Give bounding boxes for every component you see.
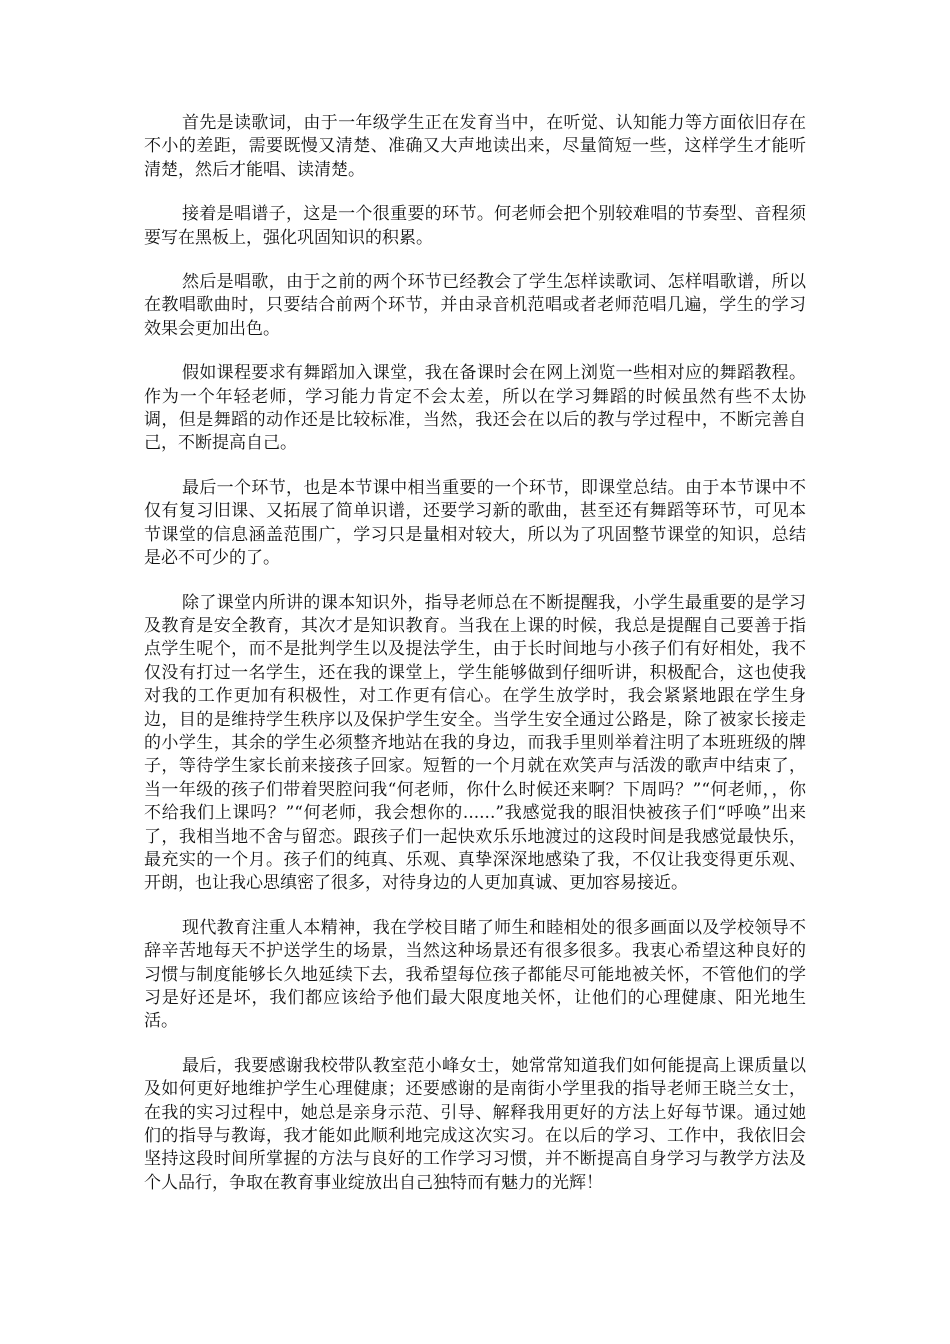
- document-body: [144, 112, 806, 1216]
- paragraph: 然后是唱歌，由于之前的两个环节已经教会了学生怎样读歌词、怎样唱歌谱，所以在教唱歌曲时，只要结合前两个环节，并由录音机范唱或者老师范唱几遍，学生的学习效果会更加出色。: [144, 272, 806, 339]
- paragraph: 现代教育注重人本精神，我在学校目睹了师生和睦相处的很多画面以及学校领导不辞辛苦地每天不护送学生的场景，当然这种场景还有很多很多。我衷心希望这种良好的习惯与制度能够长久地延续下去，我希望每位孩子都能尽可能地被关怀，不管他们的学习是好还是坏，我们都应该给予他们最大限度地关怀，让他们的心理健康、阳光地生活。: [144, 917, 806, 1032]
- paragraph: 首先是读歌词，由于一年级学生正在发育当中，在听觉、认知能力等方面依旧存在不小的差距，需要既慢又清楚、准确又大声地读出来，尽量简短一些，这样学生才能听清楚，然后才能唱、读清楚。: [144, 113, 806, 180]
- paragraph: 假如课程要求有舞蹈加入课堂，我在备课时会在网上浏览一些相对应的舞蹈教程。作为一个年轻老师，学习能力肯定不会太差，所以在学习舞蹈的时候虽然有些不太协调，但是舞蹈的动作还是比较标准，当然，我还会在以后的教与学过程中，不断完善自己，不断提高自己。: [144, 363, 806, 454]
- paragraph: 最后，我要感谢我校带队教室范小峰女士，她常常知道我们如何能提高上课质量以及如何更好地维护学生心理健康；还要感谢的是南街小学里我的指导老师王晓兰女士，在我的实习过程中，她总是亲身示范、引导、解释我用更好的方法上好每节课。通过她们的指导与教诲，我才能如此顺利地完成这次实习。在以后的学习、工作中，我依旧会坚持这段时间所掌握的方法与良好的工作学习习惯，并不断提高自身学习与教学方法及个人品行，争取在教育事业绽放出自己独特而有魅力的光辉！: [144, 1055, 806, 1193]
- paragraph: 接着是唱谱子，这是一个很重要的环节。何老师会把个别较难唱的节奏型、音程须要写在黑板上，强化巩固知识的积累。: [144, 204, 806, 248]
- paragraph: 除了课堂内所讲的课本知识外，指导老师总在不断提醒我，小学生最重要的是学习及教育是安全教育，其次才是知识教育。当我在上课的时候，我总是提醒自己要善于指点学生呢个，而不是批判学生以及提法学生，由于长时间地与小孩子们有好相处，我不仅没有打过一名学生，还在我的课堂上，学生能够做到仔细听讲，积极配合，这也使我对我的工作更加有积极性，对工作更有信心。在学生放学时，我会紧紧地跟在学生身边，目的是维持学生秩序以及保护学生安全。当学生安全通过公路是，除了被家长接走的小学生，其余的学生必须整齐地站在我的身边，而我手里则举着注明了本班班级的牌子，等待学生家长前来接孩子回家。短暂的一个月就在欢笑声与活泼的歌声中结束了，当一年级的孩子们带着哭腔问我“何老师，你什么时候还来啊？下周吗？”“何老师，，你不给我们上课吗？”“何老师，我会想你的......”我感觉我的眼泪快被孩子们“呼唤”出来了，我相当地不舍与留恋。跟孩子们一起快欢乐乐地渡过的这段时间是我感觉最快乐，最充实的一个月。孩子们的纯真、乐观、真挚深深地感染了我，不仅让我变得更乐观、开朗，也让我心思缜密了很多，对待身边的人更加真诚、更加容易接近。: [144, 592, 806, 894]
- paragraph: 最后一个环节，也是本节课中相当重要的一个环节，即课堂总结。由于本节课中不仅有复习旧课、又拓展了简单识谱，还要学习新的歌曲，甚至还有舞蹈等环节，可见本节课堂的信息涵盖范围广，学习只是量相对较大，所以为了巩固整节课堂的知识，总结是必不可少的了。: [144, 477, 806, 569]
